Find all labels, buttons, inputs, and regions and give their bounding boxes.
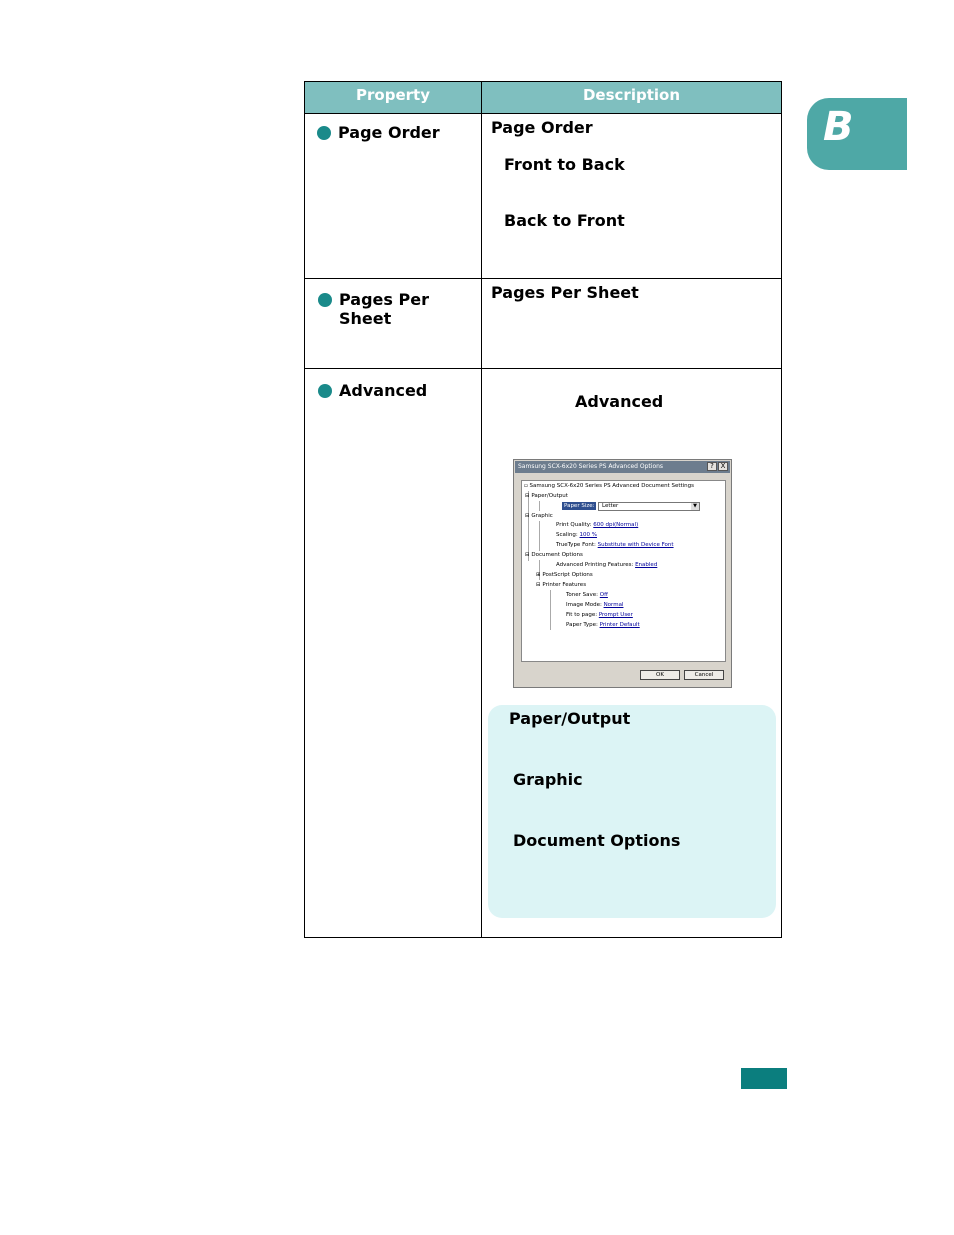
advanced-printing-value[interactable]: Enabled	[635, 562, 658, 568]
tree-print-quality[interactable]	[556, 522, 638, 528]
property-pages-per-sheet: Pages Per Sheet	[339, 290, 429, 328]
truetype-label: TrueType Font:	[556, 542, 596, 548]
property-advanced: Advanced	[339, 381, 428, 400]
tree-root-label: Samsung SCX-6x20 Series PS Advanced Document Settings	[529, 483, 695, 489]
property-page-order: Page Order	[338, 123, 440, 142]
header-description: Description	[482, 82, 781, 113]
tree-document-options[interactable]	[525, 552, 583, 558]
tree-toner-save[interactable]	[566, 592, 608, 598]
tree-printer-features[interactable]	[536, 582, 586, 588]
ok-button[interactable]: OK	[640, 670, 680, 680]
tree-line	[539, 501, 540, 511]
chapter-tab	[807, 98, 911, 170]
collapse-icon: ⊟	[525, 552, 530, 558]
bullet-icon	[317, 126, 331, 140]
toner-save-value[interactable]: Off	[599, 592, 608, 598]
option-front-to-back: Front to Back	[504, 155, 625, 174]
fit-to-page-label: Fit to page:	[566, 612, 598, 618]
row-divider	[305, 368, 781, 369]
scaling-label: Scaling:	[556, 532, 578, 538]
description-pages-per-sheet-title: Pages Per Sheet	[491, 283, 639, 302]
note-document-options: Document Options	[513, 831, 681, 850]
collapse-icon: ⊟	[536, 582, 541, 588]
description-advanced-title: Advanced	[575, 392, 664, 411]
image-mode-label: Image Mode:	[566, 602, 602, 608]
paper-size-label: Paper Size:	[564, 503, 595, 509]
cancel-button[interactable]: Cancel	[684, 670, 724, 680]
page-number-bar	[741, 1068, 787, 1089]
note-graphic: Graphic	[513, 770, 583, 789]
header-property: Property	[305, 82, 482, 113]
paper-size-combo[interactable]	[598, 502, 700, 511]
tree-scaling[interactable]	[556, 532, 597, 538]
print-quality-label: Print Quality:	[556, 522, 592, 528]
chevron-down-icon[interactable]: ▼	[691, 503, 699, 510]
column-divider	[481, 82, 482, 937]
graphic-label: Graphic	[531, 513, 553, 519]
tree-truetype[interactable]	[556, 542, 674, 548]
note-paper-output: Paper/Output	[509, 709, 631, 728]
paper-size-value: Letter	[602, 503, 619, 509]
tree-graphic[interactable]	[525, 513, 553, 519]
row-divider	[305, 113, 781, 114]
scaling-value[interactable]: 100 %	[579, 532, 598, 538]
close-button[interactable]: X	[718, 462, 728, 471]
advanced-printing-label: Advanced Printing Features:	[556, 562, 634, 568]
paper-type-value[interactable]: Printer Default	[599, 622, 640, 628]
paper-type-label: Paper Type:	[566, 622, 598, 628]
toner-save-label: Toner Save:	[566, 592, 599, 598]
tree-image-mode[interactable]	[566, 602, 623, 608]
tree-line	[550, 590, 551, 630]
collapse-icon: ⊟	[525, 493, 530, 499]
image-mode-value[interactable]: Normal	[603, 602, 624, 608]
tree-line	[528, 491, 529, 561]
bullet-icon	[318, 293, 332, 307]
option-back-to-front: Back to Front	[504, 211, 625, 230]
tree-postscript-options[interactable]	[536, 572, 593, 578]
tree-fit-to-page[interactable]	[566, 612, 633, 618]
bullet-icon	[318, 384, 332, 398]
truetype-value[interactable]: Substitute with Device Font	[597, 542, 674, 548]
tree-advanced-printing[interactable]	[556, 562, 657, 568]
document-options-label: Document Options	[531, 552, 583, 558]
expand-icon: ⊞	[536, 572, 541, 578]
note-box	[488, 705, 776, 918]
help-button[interactable]: ?	[707, 462, 717, 471]
paper-output-label: Paper/Output	[531, 493, 568, 499]
document-icon: ▫	[524, 483, 528, 489]
tree-root[interactable]	[524, 483, 694, 489]
advanced-options-dialog	[513, 459, 732, 688]
description-page-order-title: Page Order	[491, 118, 593, 137]
tree-paper-output[interactable]	[525, 493, 568, 499]
row-divider	[305, 278, 781, 279]
chapter-letter: B	[823, 104, 854, 150]
print-quality-value[interactable]: 600 dpi(Normal)	[593, 522, 639, 528]
settings-tree	[521, 480, 726, 662]
tree-line	[539, 521, 540, 551]
tab-edge	[907, 98, 911, 170]
fit-to-page-value[interactable]: Prompt User	[598, 612, 633, 618]
tree-paper-type[interactable]	[566, 622, 640, 628]
printer-features-label: Printer Features	[542, 582, 587, 588]
dialog-title: Samsung SCX-6x20 Series PS Advanced Options	[515, 461, 730, 473]
collapse-icon: ⊟	[525, 513, 530, 519]
postscript-options-label: PostScript Options	[542, 572, 593, 578]
